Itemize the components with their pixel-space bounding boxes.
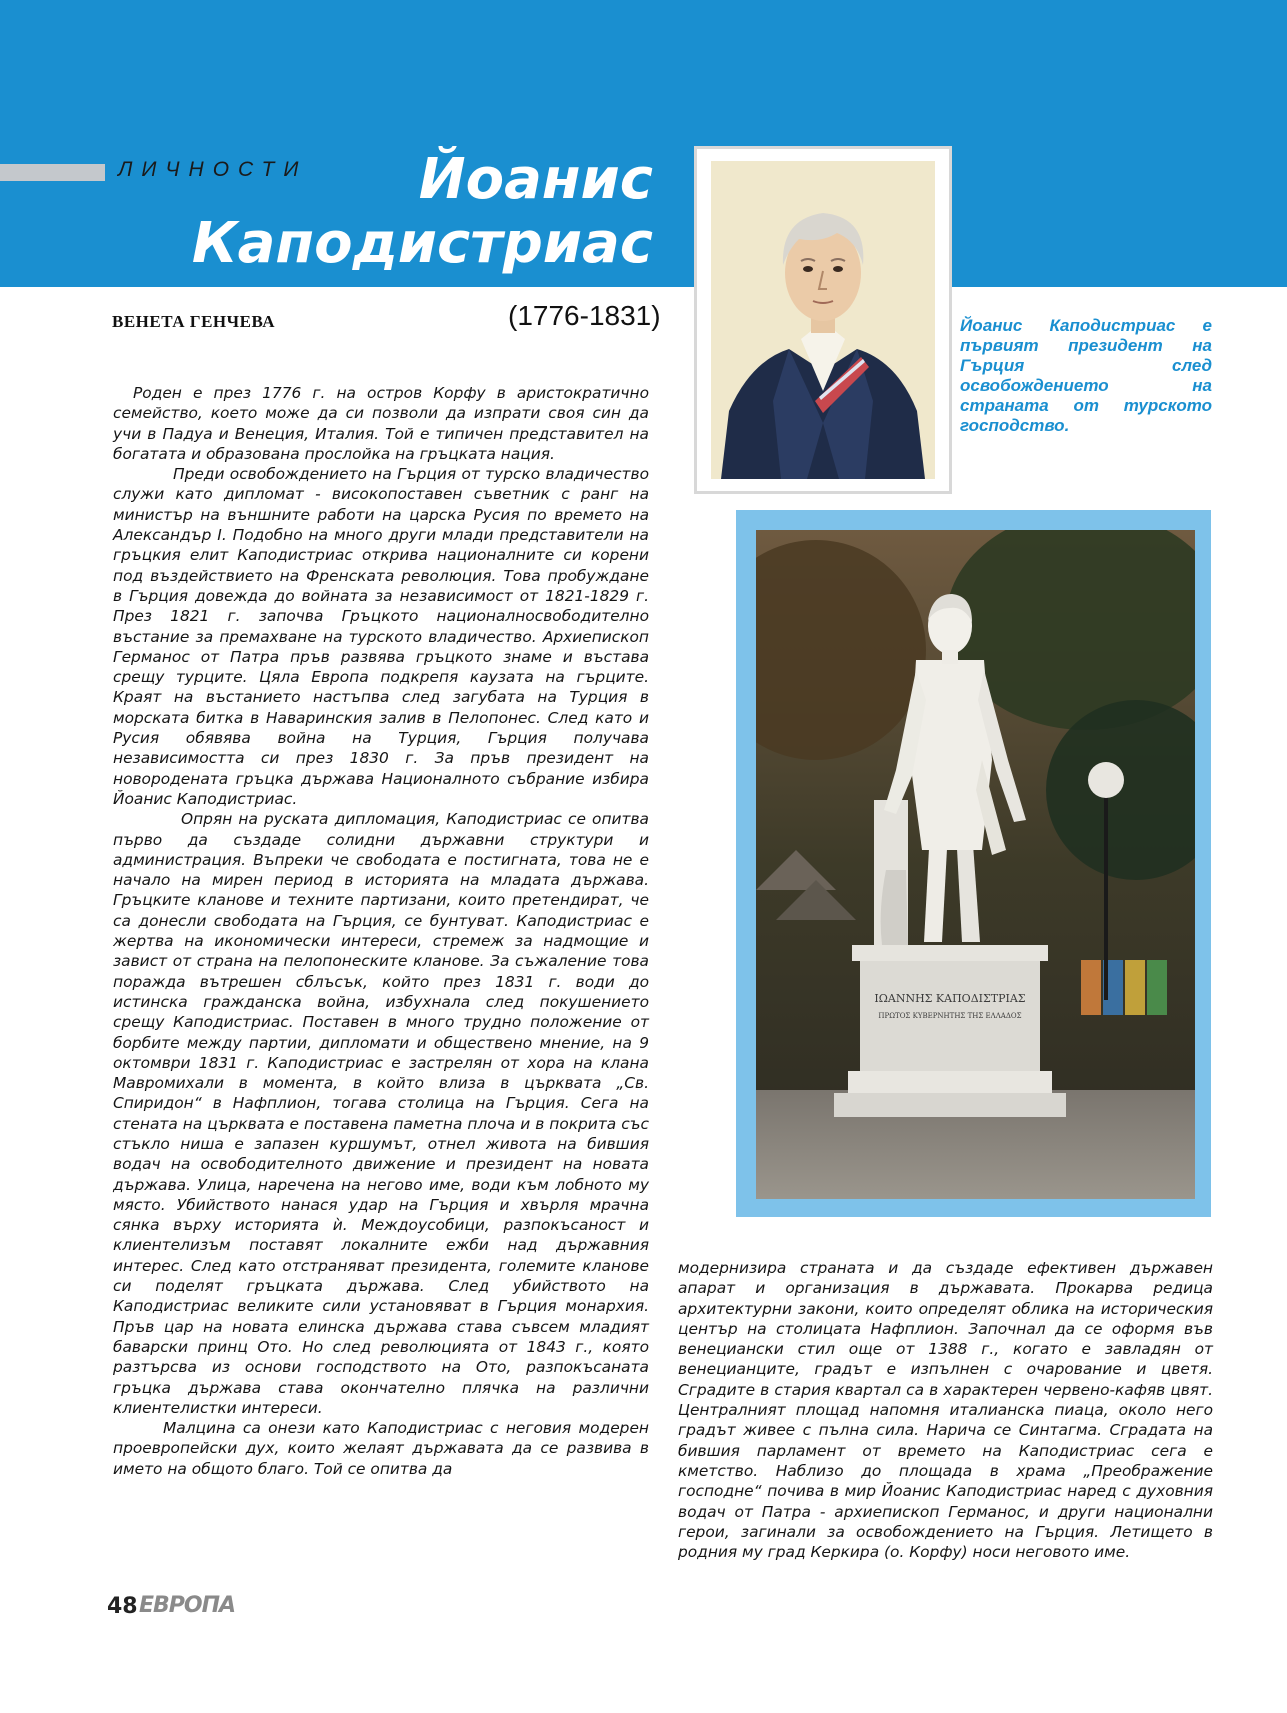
title-line-2: Каподистриас xyxy=(191,211,653,276)
inscription-line-2: ΠΡΩΤΟΣ ΚΥΒΕΡΝΗΤΗΣ ΤΗΣ ΕΛΛΑΔΟΣ xyxy=(878,1012,1022,1020)
life-years: (1776-1831) xyxy=(508,300,661,331)
section-label: ЛИЧНОСТИ xyxy=(118,158,308,181)
paragraph: Преди освобождението на Гърция от турско владичество служи като дипломат - високопоставен съветник с ранг на министър на външните работи на царска Русия по времето на Александър I. Подобно на много други млади представители на гръцкия елит Каподистриас открива националните си корени под въздействието на Френската революция. Това пробуждане в Гърция довежда до войната за независимост от 1821-1829 г. През 1821 г. започва Гръцкото националносвободително въстание за премахване на турското владичество. Архиепископ Германос от Патра пръв развява гръцкото знаме и въстава срещу турците. Цяла Европа подкрепя каузата на гърците. Краят на въстанието настъпва след загубата на Турция в морската битка в Наваринския залив в Пелопонес. След като и Русия обявява война на Турция, Гърция получава независимостта си през 1830 г. За пръв президент на новородената гръцка държава Националното събрание избира Йоанис Каподистриас. xyxy=(113,465,649,808)
article-body-right-column xyxy=(678,1258,1213,1562)
article-body-left-column xyxy=(113,383,649,1479)
author-byline: ВЕНЕТА ГЕНЧЕВА xyxy=(112,312,275,331)
portrait-caption: Йоанис Каподистриас е първият президент на Гърция след освобождението на страната от турското господство. xyxy=(960,316,1212,435)
portrait-illustration xyxy=(711,161,935,479)
article-title xyxy=(192,148,653,276)
paragraph: модернизира страната и да създаде ефективен държавен апарат и организация в държавата. Прокарва редица архитектурни закони, които определят облика на историческия център на столицата Нафплион. Започнал да се оформя във венециански стил още от 1388 г., когато е завладян от венецианците, градът е изпълнен с очарование и цветя. Сградите в стария квартал са в характерен червено-кафяв цвят. Централният площад напомня италианска пиаца, около него градът живее с пълна сила. Нарича се Синтагма. Сградата на бившия парламент от времето на Каподистриас сега е кметство. Наблизо до площада в храма „Преображение господне“ почива в мир Йоанис Каподистриас наред с духовния водач от Патра - архиепископ Германос, и други национални герои, загинали за освобождението на Гърция. Летището в родния му град Керкира (о. Корфу) носи неговото име. xyxy=(678,1259,1213,1562)
magazine-logo: ЕВРОПА xyxy=(139,1593,236,1618)
portrait-image xyxy=(711,161,935,479)
paragraph: Опрян на руската дипломация, Каподистриас се опитва първо да създаде солидни държавни структури и администрация. Въпреки че свободата е постигната, това не е начало на мирен период в историята на младата държава. Гръцките кланове и техните партизани, които претендират, че са донесли свободата на Гърция, се бунтуват. Каподистриас е жертва на икономически интереси, стремеж за надмощие и завист от страна на пелопонеските кланове. За съжаление това поражда вътрешен сблъсък, който през 1831 г. води до истинска гражданска война, избухнала след покушението срещу Каподистриас. Поставен в много трудно положение от борбите между партии, дипломати и обществено мнение, на 9 октомври 1831 г. Каподистриас е застрелян от хора на клана Мавромихали в момента, в който влиза в църквата „Св. Спиридон“ в Нафплион, тогава столица на Гърция. Сега на стената на църквата е поставена паметна плоча и в покрита със стъкло ниша е запазен куршумът, отнел живота на бившия водач на освободителното движение и президент на новата държава. Улица, наречена на негово име, води към лобното му място. Убийството нанася удар на Гърция и хвърля мрачна сянка върху историята ѝ. Междоусобици, разпокъсаност и клиентелизъм поставят локалните ежби над държавния интерес. След като отстраняват президента, големите кланове си поделят гръцката държава. След убийството на Каподистриас великите сили установяват в Гърция монархия. Пръв цар на новата елинска държава става съвсем младият баварски принц Ото. Но след революцията от 1843 г., която разтърсва из основи господството на Ото, разпокъсаната гръцка държава става окончателно плячка на различни клиентелистки интереси. xyxy=(113,810,649,1417)
paragraph: Малцина са онези като Каподистриас с неговия модерен проевропейски дух, които желаят държавата да се развива в името на общото благо. Той се опитва да xyxy=(113,1419,649,1478)
inscription-line-1: ΙΩΑΝΝΗΣ ΚΑΠΟΔΙΣΤΡΙΑΣ xyxy=(874,992,1026,1005)
statue-photo xyxy=(756,530,1195,1199)
statue-illustration xyxy=(756,530,1195,1199)
paragraph: Роден е през 1776 г. на остров Корфу в аристократично семейство, което може да си позволи да изпрати своя син да учи в Падуа и Венеция, Италия. Той е типичен представител на богатата и образована прослойка на гръцката нация. xyxy=(113,384,649,463)
title-line-1: Йоанис xyxy=(418,147,653,212)
portrait-frame xyxy=(694,146,952,494)
statue-photo-frame xyxy=(736,510,1211,1217)
section-marker-bar xyxy=(0,164,105,181)
page-number: 48 xyxy=(107,1594,138,1619)
